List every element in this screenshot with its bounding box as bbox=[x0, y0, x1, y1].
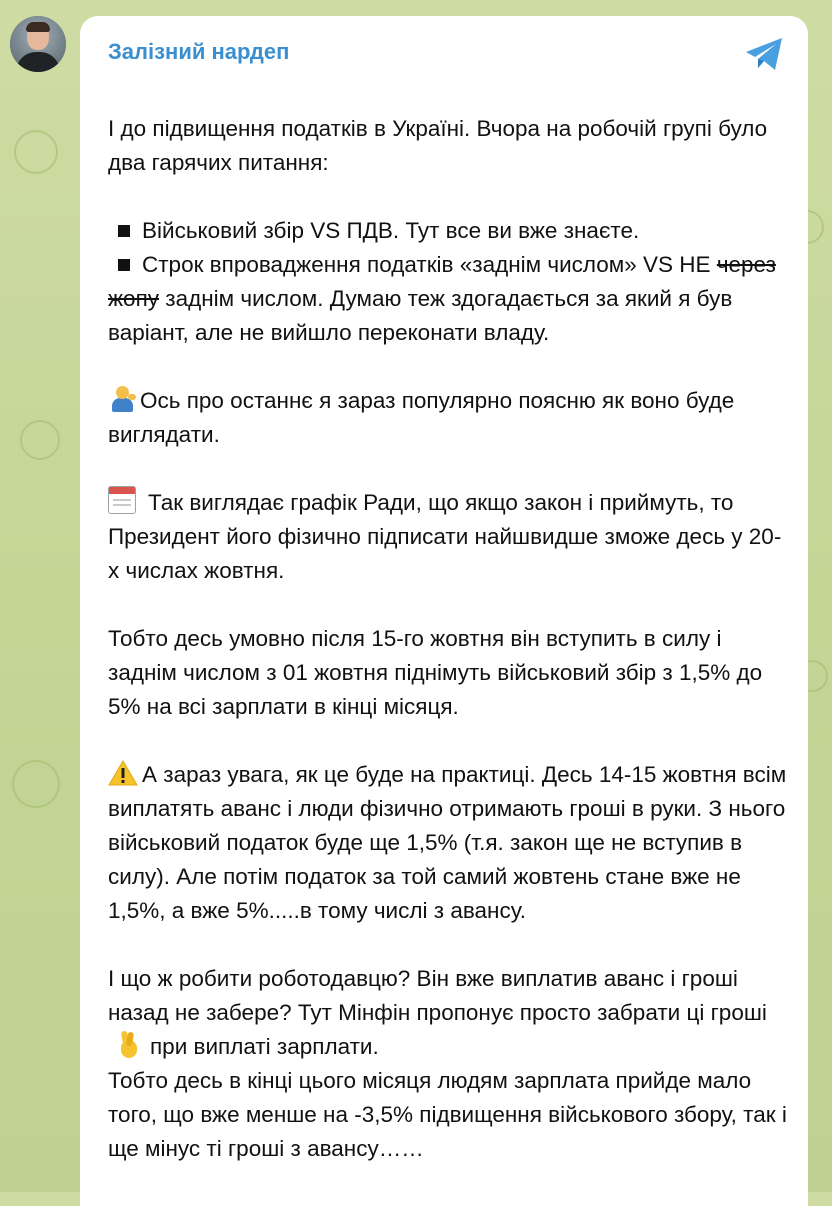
channel-name[interactable]: Залізний нардеп bbox=[108, 39, 290, 64]
man-tipping-hand-icon bbox=[108, 384, 138, 414]
wallpaper-doodle bbox=[14, 130, 58, 174]
paragraph: Тобто десь умовно після 15-го жовтня він вступить в силу і заднім числом з 01 жовтня піднімуть військовий збір з 1,5% до 5% на всі зарплати в кінці місяця. bbox=[108, 626, 763, 719]
paragraph: Так виглядає графік Ради, що якщо закон і приймуть, то Президент його фізично підписати найшвидше зможе десь у 20-х числах жовтня. bbox=[108, 486, 792, 588]
channel-avatar[interactable] bbox=[10, 16, 66, 72]
paragraph: А зараз увага, як це буде на практиці. Десь 14-15 жовтня всім виплатять аванс і люди фізично отримають гроші в руки. З нього військовий податок буде ще 1,5% (т.я. закон ще не вступив в силу). Але потім податок за той самий жовтень стане вже не 1,5%, а вже 5%.....в тому числі з авансу. bbox=[108, 762, 787, 923]
calendar-icon bbox=[108, 486, 136, 514]
black-square-icon bbox=[118, 259, 130, 271]
paragraph: Тобто десь в кінці цього місяця людям зарплата прийде мало того, що вже менше на -3,5% підвищення військового збору, так і ще мінус ті гроші з авансу…… bbox=[108, 1068, 787, 1161]
intro-paragraph bbox=[108, 78, 792, 112]
bullet-item: Строк впровадження податків «заднім числом» VS НЕ через жопу заднім числом. Думаю теж здогадається за який я був варіант, але не вийшло переконати владу. bbox=[108, 252, 776, 345]
paragraph: Ось про останнє я зараз популярно поясню як воно буде виглядати. bbox=[108, 384, 792, 452]
bullet-item: Військовий збір VS ПДВ. Тут все ви вже знаєте. bbox=[108, 214, 792, 248]
crossed-fingers-icon bbox=[116, 1030, 142, 1060]
ukraine-flag-icon bbox=[108, 84, 136, 104]
wallpaper-doodle bbox=[12, 760, 60, 808]
wallpaper-doodle bbox=[20, 420, 60, 460]
strikethrough-text: через жопу bbox=[108, 252, 776, 311]
telegram-icon[interactable] bbox=[744, 36, 786, 72]
message-bubble bbox=[80, 16, 808, 1206]
black-square-icon bbox=[118, 225, 130, 237]
message-text: І до підвищення податків в Україні. Вчора на робочій групі було два гарячих питання: Військовий збір VS ПДВ. Тут все ви вже знаєте. Строк впровадження податків «заднім числом» VS НЕ через жопу заднім числом. Думаю теж здогадається за який я був варіант, але не вийшло переконати владу. Ось про останнє я зараз популярно поясню як воно буде виглядати. Так виглядає графік Ради, що якщо закон і приймуть, то Президент його фізично підписати найшвидше зможе десь у 20-х числах жовтня. Тобто десь умовно після 15-го жовтня він вступить в силу і заднім числом з 01 жовтня піднімуть військовий збір з 1,5% до 5% на всі зарплати в кінці місяця. А зараз увага, як це буде на практиці. Десь 14-15 жовтня всім виплатять аванс і люди фізично отримають гроші в руки. З нього військовий податок буде ще 1,5% (т.я. закон ще не вступив в силу). Але потім податок за той самий жовтень стане вже не 1,5%, а вже 5%.....в тому числі з авансу. І що ж робити роботодавцю? Він вже виплатив аванс і гроші назад не забере? Тут Мінфін пропонує просто забрати ці гроші при виплаті зарплати. Тобто десь в кінці цього місяця людям зарплата прийде мало того, що вже менше на -3,5% підвищення військового збору, так і ще мінус ті гроші з авансу…… bbox=[108, 78, 792, 1166]
paragraph: І що ж робити роботодавцю? Він вже виплатив аванс і гроші назад не забере? Тут Мінфін пропонує просто забрати ці гроші при виплаті зарплати. bbox=[108, 966, 767, 1059]
warning-icon bbox=[108, 760, 138, 786]
